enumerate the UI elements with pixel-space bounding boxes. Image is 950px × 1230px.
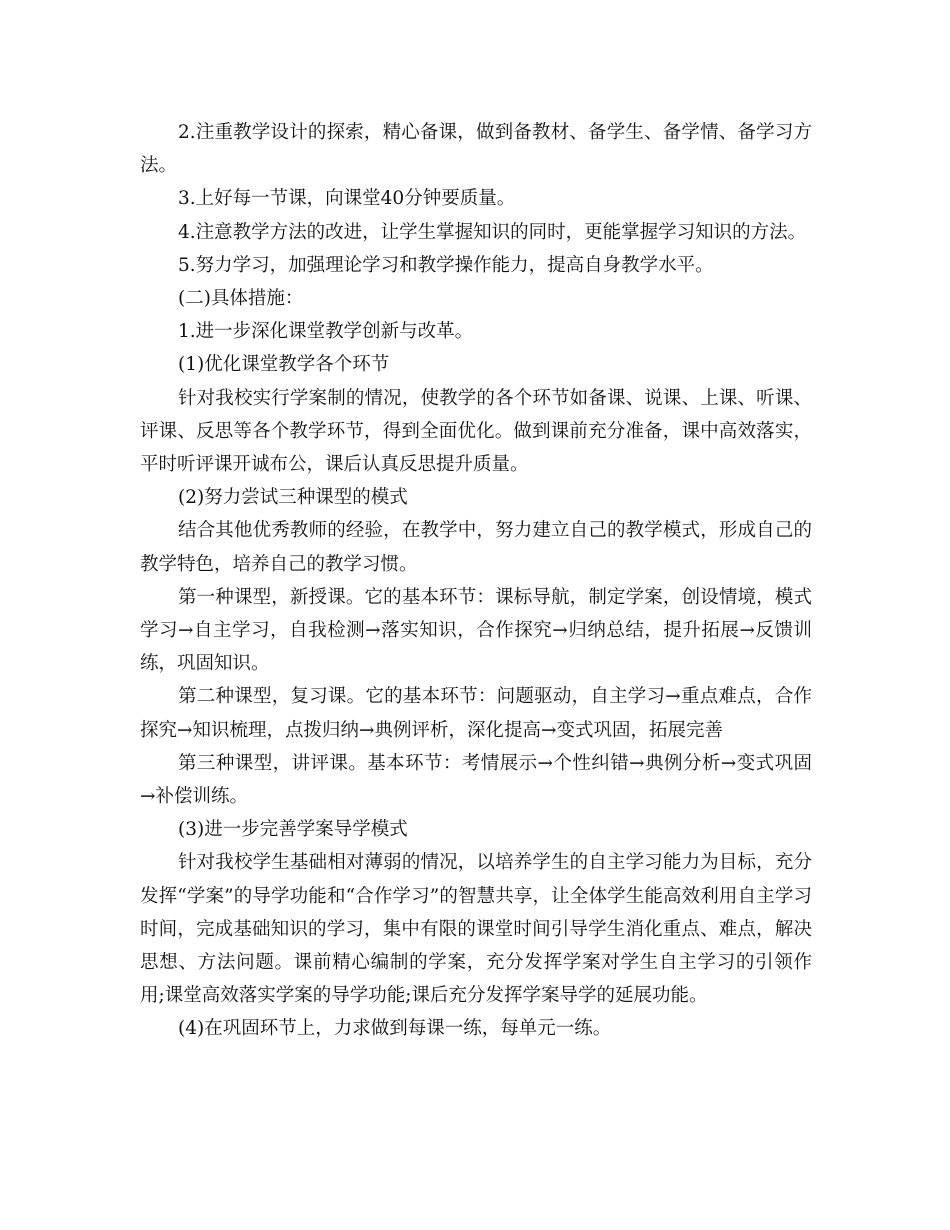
paragraph-item-4: 4.注意教学方法的改进，让学生掌握知识的同时，更能掌握学习知识的方法。	[178, 221, 807, 243]
paragraph-guided-learning-body: 针对我校学生基础相对薄弱的情况，以培养学生的自主学习能力为目标，充分发挥“学案”的导学功能和“合作学习”的智慧共享，让全体学生能高效利用自主学习时间，完成基础知识的学习，集中有限的课堂时间引导学生消化重点、难点，解决思想、方法问题。课前精心编制的学案，充分发挥学案对学生自主学习的引领作用;课堂高效落实学案的导学功能;课后充分发挥学案导学的延展功能。	[140, 852, 812, 1007]
subheading-guided-learning: (3)进一步完善学案导学模式	[178, 819, 408, 841]
subheading-optimize: (1)优化课堂教学各个环节	[178, 354, 390, 376]
paragraph-item-5: 5.努力学习，加强理论学习和教学操作能力，提高自身教学水平。	[178, 254, 714, 276]
paragraph-type-comment: 第三种课型，讲评课。基本环节：考情展示→个性纠错→典例分析→变式巩固→补偿训练。	[140, 752, 812, 808]
paragraph-item-3: 3.上好每一节课，向课堂40分钟要质量。	[178, 188, 516, 210]
paragraph-optimize-body: 针对我校实行学案制的情况，使教学的各个环节如备课、说课、上课、听课、评课、反思等各个教学环节，得到全面优化。做到课前充分准备，课中高效落实，平时听评课开诚布公，课后认真反思提升质量。	[140, 387, 812, 476]
paragraph-item-2: 2.注重教学设计的探索，精心备课，做到备教材、备学生、备学情、备学习方法。	[140, 122, 812, 177]
paragraph-item-1-deepen: 1.进一步深化课堂教学创新与改革。	[178, 321, 474, 343]
subheading-consolidation: (4)在巩固环节上，力求做到每课一练，每单元一练。	[178, 1018, 612, 1040]
document-page	[140, 116, 812, 1046]
paragraph-type-review: 第二种课型，复习课。它的基本环节：问题驱动，自主学习→重点难点，合作探究→知识梳理，点拨归纳→典例评析，深化提高→变式巩固，拓展完善	[140, 686, 812, 741]
section-heading-measures: (二)具体措施：	[178, 288, 304, 310]
paragraph-type-new-lesson: 第一种课型，新授课。它的基本环节：课标导航，制定学案，创设情境，模式学习→自主学习，自我检测→落实知识，合作探究→归纳总结，提升拓展→反馈训练，巩固知识。	[140, 586, 812, 675]
paragraph-three-types-intro: 结合其他优秀教师的经验，在教学中，努力建立自己的教学模式，形成自己的教学特色，培养自己的教学习惯。	[140, 520, 812, 575]
subheading-three-types: (2)努力尝试三种课型的模式	[178, 487, 408, 509]
